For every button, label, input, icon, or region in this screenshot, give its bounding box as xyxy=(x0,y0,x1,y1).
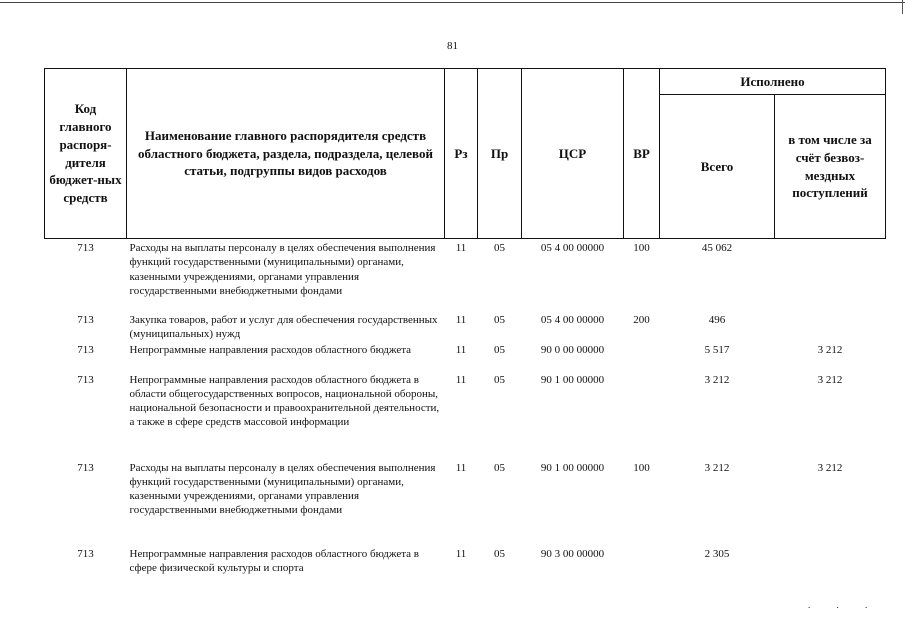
cell-csr: 90 1 00 00000 xyxy=(540,373,605,386)
table-row xyxy=(45,373,886,461)
cell-total: 3 212 xyxy=(704,373,730,386)
cell-code: 713 xyxy=(77,343,94,356)
cell-incl xyxy=(775,239,886,313)
header-executed: Исполнено xyxy=(660,69,886,95)
cell-total: 496 xyxy=(708,313,726,326)
cell-rz: 11 xyxy=(455,343,467,356)
cell-pr: 05 xyxy=(494,547,505,560)
cell-total: 3 212 xyxy=(704,461,730,474)
table-header xyxy=(45,69,886,239)
header-csr: ЦСР xyxy=(522,69,624,239)
cell-rz: 11 xyxy=(455,547,467,560)
cell-incl xyxy=(775,547,886,587)
cell-rz: 11 xyxy=(455,242,467,254)
page-number: 81 xyxy=(447,40,458,52)
cell-pr: 05 xyxy=(494,373,505,386)
cell-code: 713 xyxy=(77,313,94,326)
header-incl: в том числе за счёт безвоз-мездных поступлений xyxy=(775,95,886,239)
header-name: Наименование главного распорядителя средств областного бюджета, раздела, подраздела, целевой статьи, подгруппы видов расходов xyxy=(127,69,445,239)
cell-csr: 90 3 00 00000 xyxy=(540,547,605,560)
cell-pr: 05 xyxy=(494,313,505,326)
cell-code: 713 xyxy=(77,242,94,254)
expenditure-table xyxy=(44,68,886,587)
cell-incl: 3 212 xyxy=(817,461,843,474)
header-code: Код главного распоря-дителя бюджет-ных средств xyxy=(45,69,127,239)
table-row xyxy=(45,313,886,343)
table-row xyxy=(45,343,886,373)
header-total: Всего xyxy=(660,95,775,239)
table-row xyxy=(45,461,886,547)
cell-rz: 11 xyxy=(455,313,467,326)
cell-code: 713 xyxy=(77,461,94,474)
cell-vr: 200 xyxy=(633,313,650,326)
cell-csr: 90 0 00 00000 xyxy=(540,343,605,356)
cell-name: Расходы на выплаты персоналу в целях обеспечения выполнения функций государственными (муниципальными) органами, казенными учреждениями, органами управления государственными внебюджетными фондами xyxy=(129,461,436,517)
cell-incl xyxy=(775,313,886,343)
scan-top-line xyxy=(0,2,905,3)
table-row xyxy=(45,547,886,587)
cell-vr: 100 xyxy=(633,461,650,474)
cell-pr: 05 xyxy=(494,343,505,356)
cell-csr: 05 4 00 00000 xyxy=(540,313,605,326)
cell-vr xyxy=(624,373,660,461)
cell-pr: 05 xyxy=(494,461,505,474)
cell-incl: 3 212 xyxy=(817,343,843,356)
cell-name: Непрограммные направления расходов областного бюджета в сфере физической культуры и спорта xyxy=(129,547,419,574)
cell-incl: 3 212 xyxy=(817,373,843,386)
cell-rz: 11 xyxy=(455,373,467,386)
cell-vr xyxy=(624,343,660,373)
cell-rz: 11 xyxy=(455,461,467,474)
cell-name: Непрограммные направления расходов областного бюджета в области общегосударственных вопросов, национальной обороны, национальной безопасности и правоохранительной деятельности, а также в сфере средств массовой информации xyxy=(129,373,440,429)
cell-vr: 100 xyxy=(633,242,650,254)
scan-noise: . . . xyxy=(808,600,880,610)
cell-csr: 90 1 00 00000 xyxy=(540,461,605,474)
cell-total: 5 517 xyxy=(704,343,730,356)
cell-code: 713 xyxy=(77,547,94,560)
header-vr: ВР xyxy=(624,69,660,239)
cell-total: 45 062 xyxy=(701,242,733,254)
cell-name: Закупка товаров, работ и услуг для обеспечения государственных (муниципальных) нужд xyxy=(129,313,438,340)
table-row xyxy=(45,239,886,313)
cell-vr xyxy=(624,547,660,587)
header-pr: Пр xyxy=(478,69,522,239)
cell-csr: 05 4 00 00000 xyxy=(540,242,605,254)
cell-total: 2 305 xyxy=(704,547,730,560)
header-rz: Рз xyxy=(445,69,478,239)
cell-code: 713 xyxy=(77,373,94,386)
cell-name: Расходы на выплаты персоналу в целях обеспечения выполнения функций государственными (муниципальными) органами, казенными учреждениями, органами управления государственными внебюджетными фондами xyxy=(129,242,436,297)
scan-edge-mark xyxy=(902,0,903,14)
cell-pr: 05 xyxy=(494,242,505,254)
cell-name: Непрограммные направления расходов областного бюджета xyxy=(129,343,412,356)
table-body xyxy=(45,239,886,587)
